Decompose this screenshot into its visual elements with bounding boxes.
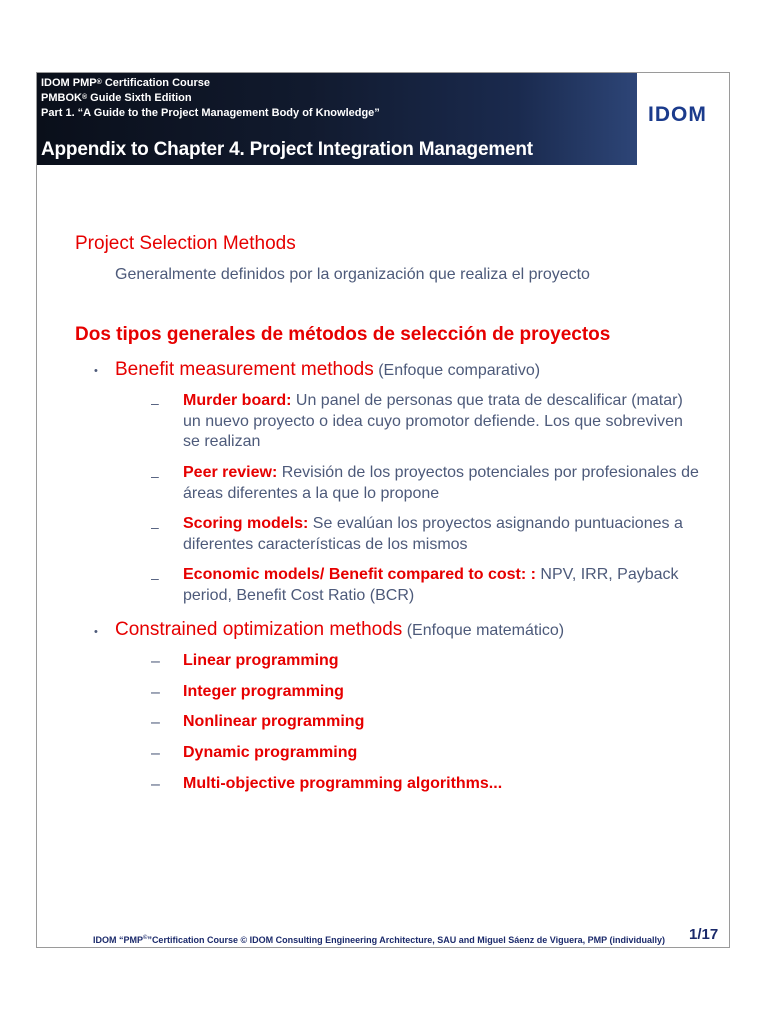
group-constrained-optimization: Constrained optimization methods (Enfoque matemático) bbox=[115, 619, 565, 640]
bullet-dot: • bbox=[94, 365, 98, 377]
list-item: Multi-objective programming algorithms... bbox=[183, 775, 503, 792]
dash-marker: – bbox=[151, 468, 159, 484]
dash-marker: – bbox=[151, 395, 159, 411]
slide-title: Appendix to Chapter 4. Project Integration Management bbox=[41, 139, 533, 160]
dash-marker: – bbox=[151, 570, 159, 586]
footer-copyright: IDOM “PMP©”Certification Course © IDOM Consulting Engineering Architecture, SAU and Miguel Sáenz de Viguera, PMP (individually) bbox=[93, 935, 665, 945]
dash-marker: – bbox=[151, 519, 159, 535]
list-item: Peer review: Revisión de los proyectos potenciales por profesionales de áreas diferentes a la que lo propone bbox=[183, 464, 699, 502]
group-benefit-measurement: Benefit measurement methods (Enfoque comparativo) bbox=[115, 359, 541, 380]
part-line: Part 1. “A Guide to the Project Management Body of Knowledge” bbox=[41, 107, 380, 119]
list-item: Economic models/ Benefit compared to cost: : NPV, IRR, Payback period, Benefit Cost Ratio (BCR) bbox=[183, 566, 679, 604]
course-line: IDOM PMP® Certification Course bbox=[41, 77, 210, 89]
slide bbox=[36, 72, 730, 948]
list-item: Integer programming bbox=[183, 683, 344, 700]
section-title-types: Dos tipos generales de métodos de selección de proyectos bbox=[75, 324, 611, 345]
bullet-dot: • bbox=[94, 626, 98, 638]
idom-logo: IDOM bbox=[648, 103, 707, 126]
dash-marker: – bbox=[151, 714, 160, 731]
list-item: Dynamic programming bbox=[183, 744, 358, 761]
page-number: 1/17 bbox=[689, 926, 719, 943]
list-item: Linear programming bbox=[183, 652, 339, 669]
dash-marker: – bbox=[151, 684, 160, 701]
list-item: Nonlinear programming bbox=[183, 713, 365, 730]
slide-header bbox=[37, 73, 637, 165]
list-item: Murder board: Un panel de personas que trata de descalificar (matar) un nuevo proyecto o idea cuyo promotor defiende. Los que sobreviven se realizan bbox=[183, 392, 683, 450]
edition-line: PMBOK® Guide Sixth Edition bbox=[41, 92, 192, 104]
section-subtitle: Generalmente definidos por la organización que realiza el proyecto bbox=[115, 266, 590, 283]
list-item: Scoring models: Se evalúan los proyectos asignando puntuaciones a diferentes características de los mismos bbox=[183, 515, 683, 553]
dash-marker: – bbox=[151, 745, 160, 762]
dash-marker: – bbox=[151, 653, 160, 670]
section-title-selection: Project Selection Methods bbox=[75, 233, 296, 254]
dash-marker: – bbox=[151, 776, 160, 793]
